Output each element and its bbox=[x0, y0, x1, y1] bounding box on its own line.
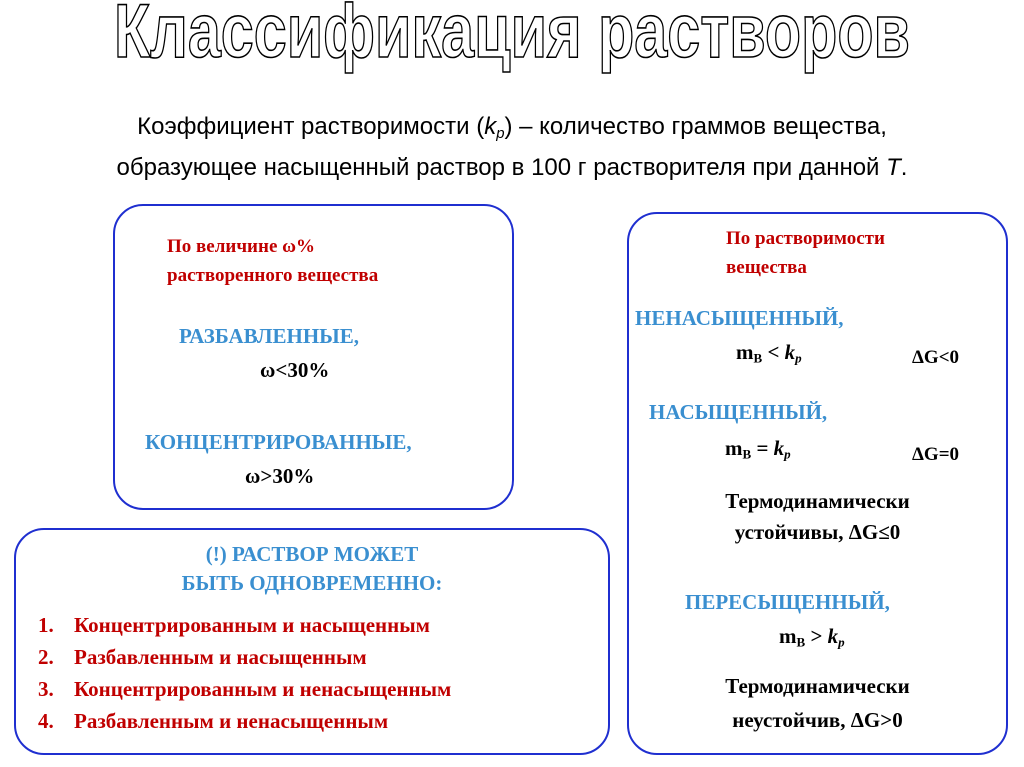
supersaturated-condition: $m_B > k_p$ bbox=[779, 624, 845, 650]
concentrated-label: КОНЦЕНТРИРОВАННЫЕ, bbox=[145, 430, 412, 454]
supersaturated-label: ПЕРЕСЫЩЕННЫЙ, bbox=[685, 590, 890, 614]
solubility-classification-box bbox=[627, 212, 1008, 755]
concentration-classification-box bbox=[113, 204, 514, 510]
dilute-label: РАЗБАВЛЕННЫЕ, bbox=[179, 324, 360, 348]
page-title: Классификация растворов bbox=[113, 0, 910, 74]
saturated-condition: $m_B = k_p$ bbox=[725, 436, 791, 462]
unsaturated-label: НЕНАСЫЩЕННЫЙ, bbox=[635, 306, 844, 330]
dilute-condition: ω<30% bbox=[260, 358, 330, 382]
solubility-definition: Коэффициент растворимости $(k_p)$ – количество граммов вещества, образующее насыщенный раствор в 100 г растворителя при данной T. bbox=[116, 113, 908, 182]
list-item: 4. Разбавленным и ненасыщенным bbox=[38, 709, 389, 733]
simultaneous-heading: (!) РАСТВОР МОЖЕТ БЫТЬ ОДНОВРЕМЕННО: bbox=[181, 542, 443, 595]
saturated-gibbs: ΔG=0 bbox=[912, 444, 960, 465]
stable-note: Термодинамически устойчивы, ΔG≤0 bbox=[725, 489, 910, 544]
list-item: 3. Концентрированным и ненасыщенным bbox=[38, 677, 452, 701]
list-item: 1. Концентрированным и насыщенным bbox=[38, 613, 430, 637]
unsaturated-gibbs: ΔG<0 bbox=[912, 347, 960, 368]
concentration-heading: По величине ω% растворенного вещества bbox=[167, 236, 379, 286]
simultaneous-states-box bbox=[14, 528, 610, 755]
unsaturated-condition: $m_B < k_p$ bbox=[736, 340, 802, 366]
simultaneous-list bbox=[38, 609, 451, 737]
unstable-note: Термодинамически неустойчив, ΔG>0 bbox=[725, 674, 910, 732]
list-item: 2. Разбавленным и насыщенным bbox=[38, 645, 367, 669]
saturated-label: НАСЫЩЕННЫЙ, bbox=[649, 400, 828, 424]
solubility-heading: По растворимости вещества bbox=[726, 228, 885, 278]
concentrated-condition: ω>30% bbox=[245, 464, 315, 488]
